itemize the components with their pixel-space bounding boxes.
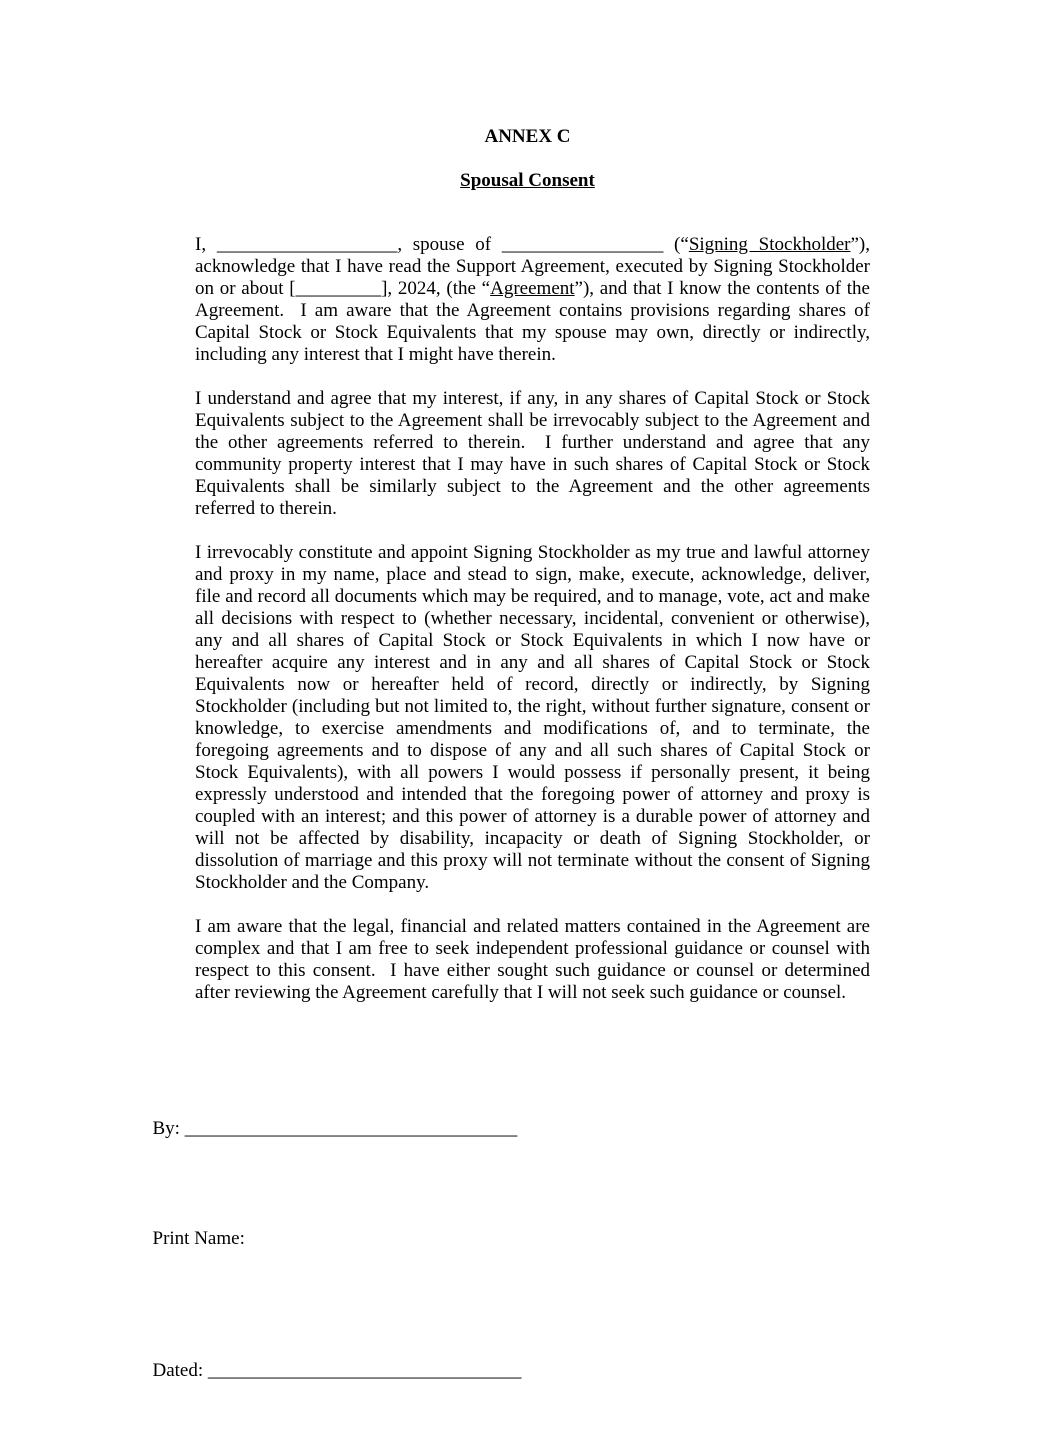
paragraph-text: , spouse of <box>397 234 502 255</box>
paragraph-text: I irrevocably constitute and appoint Signing Stockholder as my true and lawful attorney and proxy in my name, place and stead to sign, make, execute, acknowledge, deliver, file and record all documents which may be required, and to manage, vote, act and make all decisions with respect to (whether necessary, incidental, convenient or otherwise), any and all shares of Capital Stock or Stock Equivalents in which I now have or hereafter acquire any interest and in any and all shares of Capital Stock or Stock Equivalents now or hereafter held of record, directly or indirectly, by Signing Stockholder (including but not limited to, the right, without further signature, consent or knowledge, to exercise amendments and modifications of, and to terminate, the foregoing agreements and to dispose of any and all such shares of Capital Stock or Stock Equivalents), with all powers I would possess if personally present, it being expressly understood and intended that the foregoing power of attorney and proxy is coupled with an interest; and this power of attorney is a durable power of attorney and will not be affected by disability, incapacity or death of Signing Stockholder, or dissolution of marriage and this proxy will not terminate without the consent of Signing Stockholder and the Company. <box>195 542 875 893</box>
print-name-label: Print Name: <box>152 1228 245 1249</box>
dated-signature-line: _________________________________ <box>207 1360 522 1381</box>
paragraph-text: ], 2024, (the “ <box>381 278 491 299</box>
dated-label: Dated: <box>152 1360 208 1381</box>
paragraph-text: _________________ <box>501 234 664 255</box>
print-name-row <box>124 1206 931 1272</box>
document-subtitle <box>124 170 931 192</box>
document-title: ANNEX C <box>484 126 571 147</box>
paragraph-text: _________ <box>295 278 382 299</box>
document-subtitle-text: Spousal Consent <box>460 170 595 191</box>
by-row <box>124 1096 931 1162</box>
paragraph-text: I understand and agree that my interest, if any, in any shares of Capital Stock or Stock Equivalents subject to the Agreement shall be irrevocably subject to the Agreement and the other agreements referred to therein. I further understand and agree that any community property interest that I may have in such shares of Capital Stock or Stock Equivalents shall be similarly subject to the Agreement and the other agreements referred to therein. <box>195 388 875 519</box>
paragraph <box>195 542 875 894</box>
paragraph-text: ”), and that I know the contents of the Agreement. I am aware that the Agreement contains provisions regarding shares of Capital Stock or Stock Equivalents that my spouse may own, directly or indirectly, including any interest that I might have therein. <box>195 278 875 365</box>
paragraph <box>195 388 875 520</box>
paragraph-text: ___________________ <box>216 234 398 255</box>
paragraph <box>195 234 875 366</box>
by-label: By: <box>152 1118 185 1139</box>
paragraph-text: I am aware that the legal, financial and related matters contained in the Agreement are complex and that I am free to seek independent professional guidance or counsel with respect to this consent. I have either sought such guidance or counsel or determined after reviewing the Agreement carefully that I will not seek such guidance or counsel. <box>195 916 875 1003</box>
defined-term: Agreement <box>490 278 575 299</box>
document-body <box>195 234 875 1004</box>
paragraph-text: (“ <box>663 234 689 255</box>
by-signature-line: ___________________________________ <box>184 1118 518 1139</box>
paragraph-text: I, <box>195 234 217 255</box>
paragraph-text: ”), acknowledge that I have read the Support Agreement, executed by Signing Stockholder on or about [ <box>195 234 875 299</box>
paragraph <box>195 916 875 1004</box>
signature-block <box>124 1052 931 1448</box>
defined-term: Signing Stockholder <box>688 234 851 255</box>
dated-row <box>124 1338 931 1404</box>
